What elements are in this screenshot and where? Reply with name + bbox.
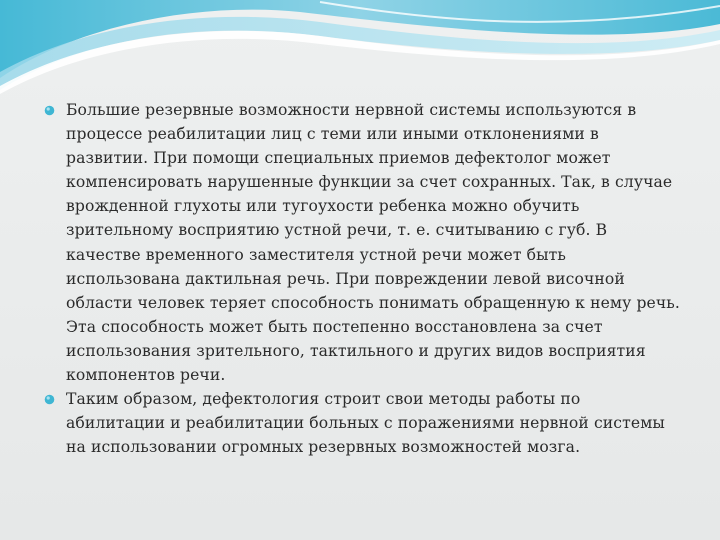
bullet-text: Таким образом, дефектология строит свои методы работы по абилитации и реабилитации больных с поражениями нервной системы на использовании огромных резервных возможностей мозга.: [66, 390, 665, 457]
header-wave-decoration: [0, 0, 720, 100]
bullet-item: [44, 98, 684, 387]
circle-bullet-icon: [44, 105, 55, 116]
bullet-text: Большие резервные возможности нервной системы используются в процессе реабилитации лиц с теми или иными отклонениями в развитии. При помощи специальных приемов дефектолог может компенсировать нарушенные функции за счет сохранных. Так, в случае врожденной глухоты или тугоухости ребенка можно обучить зрительному восприятию устной речи, т. е. считыванию с губ. В качестве временного заместителя устной речи может быть использована дактильная речь. При повреждении левой височной области человек теряет способность понимать обращенную к нему речь. Эта способность может быть постепенно восстановлена за счет использования зрительного, тактильного и других видов восприятия компонентов речи.: [66, 101, 680, 385]
circle-bullet-icon: [44, 394, 55, 405]
bullet-item: [44, 387, 684, 459]
slide-body: [44, 98, 684, 459]
